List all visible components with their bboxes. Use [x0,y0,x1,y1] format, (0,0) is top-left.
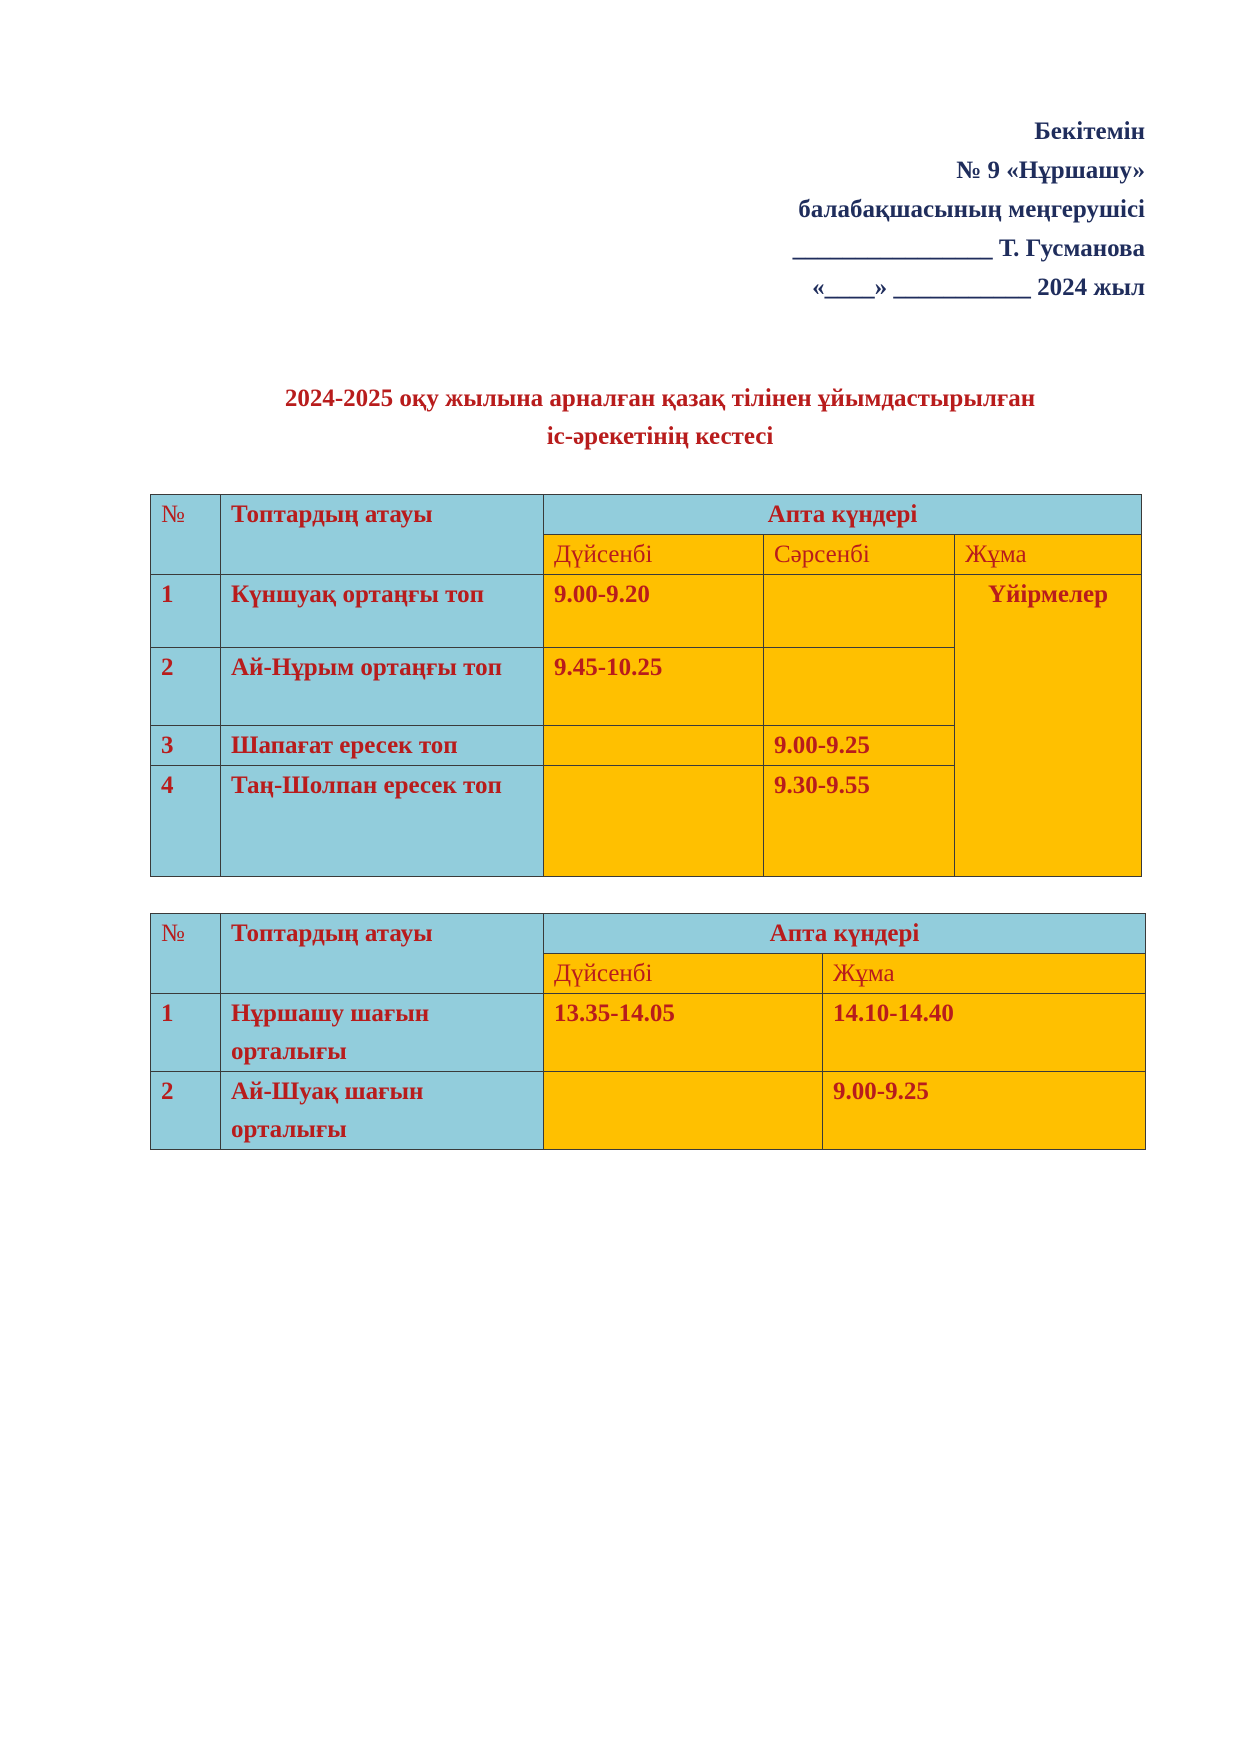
header-friday: Жұма [823,954,1146,994]
header-num: № [151,914,221,994]
table-row [151,575,1142,648]
row-monday-time: 9.45-10.25 [544,648,764,726]
document-title [150,380,1170,456]
header-monday: Дүйсенбі [544,954,823,994]
title-line-1: 2024-2025 оқу жылына арналған қазақ тілінен ұйымдастырылған [284,385,1036,412]
row-group-name: Шапағат ересек топ [221,726,544,766]
row-wednesday-time: 9.30-9.55 [764,766,955,877]
row-num: 3 [151,726,221,766]
row-friday-time: 14.10-14.40 [823,994,1146,1072]
header-wednesday: Сәрсенбі [764,535,955,575]
row-num: 2 [151,1072,221,1150]
row-monday-time [544,766,764,877]
approval-position: балабақшасының меңгерушісі [798,196,1145,223]
title-line-2: іс-әрекетінің кестесі [546,423,774,450]
row-monday-time [544,1072,823,1150]
row-num: 2 [151,648,221,726]
header-week-days: Апта күндері [544,914,1146,954]
approval-date: «____» ___________ 2024 жыл [812,274,1145,301]
table-row [151,1072,1146,1150]
friday-clubs: Үйірмелер [955,575,1142,877]
row-group-name: Күншуақ ортаңғы топ [221,575,544,648]
schedule-table-centers [150,913,1146,1150]
row-group-name: Ай-Шуақ шағын орталығы [221,1072,544,1150]
header-num: № [151,495,221,575]
header-group-name: Топтардың атауы [221,914,544,994]
row-friday-time: 9.00-9.25 [823,1072,1146,1150]
row-wednesday-time: 9.00-9.25 [764,726,955,766]
header-friday: Жұма [955,535,1142,575]
row-wednesday-time [764,648,955,726]
schedule-table-groups [150,494,1142,877]
row-num: 1 [151,994,221,1072]
row-num: 4 [151,766,221,877]
row-wednesday-time [764,575,955,648]
row-group-name: Нұршашу шағын орталығы [221,994,544,1072]
row-monday-time: 9.00-9.20 [544,575,764,648]
row-group-name: Таң-Шолпан ересек топ [221,766,544,877]
row-group-name: Ай-Нұрым ортаңғы топ [221,648,544,726]
row-monday-time [544,726,764,766]
table-row [151,994,1146,1072]
approval-signature: ________________ Т. Гусманова [792,235,1145,262]
header-monday: Дүйсенбі [544,535,764,575]
row-monday-time: 13.35-14.05 [544,994,823,1072]
row-num: 1 [151,575,221,648]
header-group-name: Топтардың атауы [221,495,544,575]
approval-kindergarten: № 9 «Нұршашу» [956,157,1145,184]
approval-title: Бекітемін [1034,118,1145,145]
header-week-days: Апта күндері [544,495,1142,535]
approval-block [625,112,1145,307]
